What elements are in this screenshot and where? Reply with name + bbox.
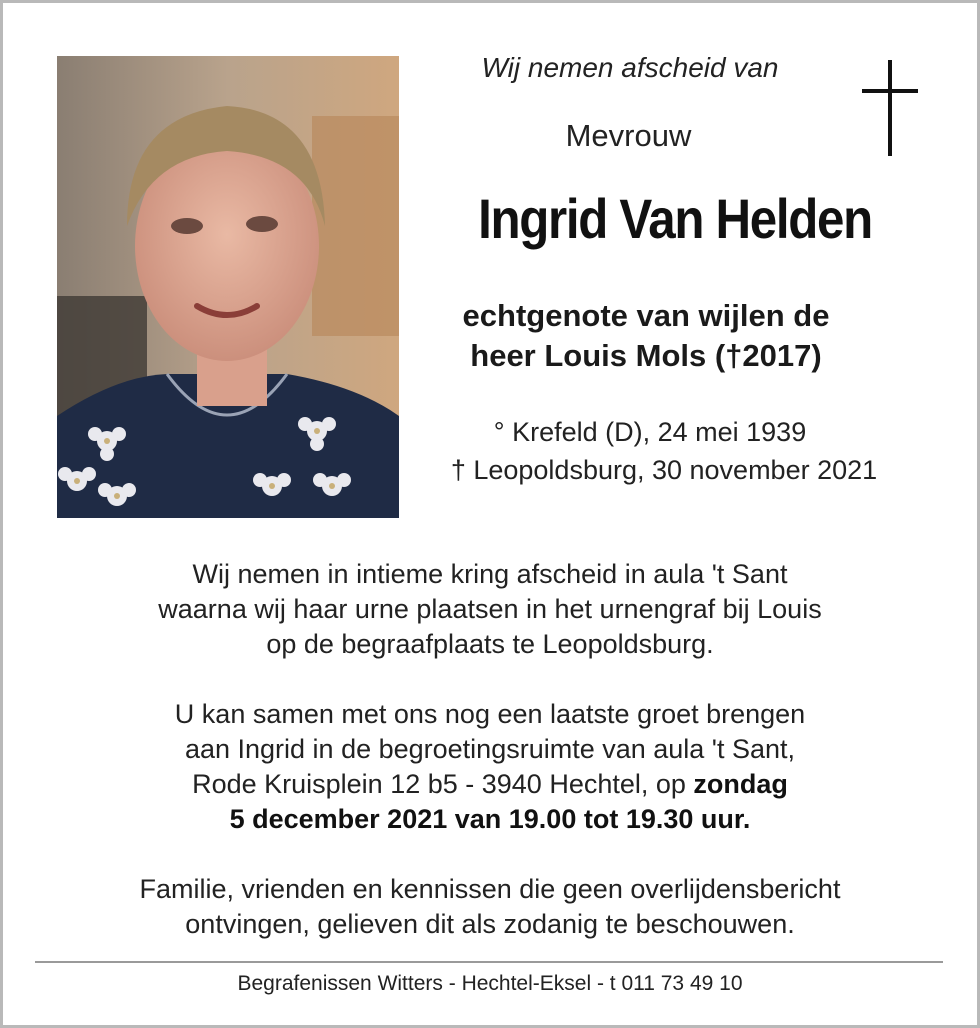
- ceremony-line: Wij nemen in intieme kring afscheid in aula 't Sant: [192, 559, 788, 589]
- portrait-photo: [57, 56, 399, 518]
- salutation: Mevrouw: [565, 118, 692, 153]
- visitation-line: [40, 767, 940, 802]
- visitation-time: 5 december 2021 van 19.00 tot 19.30 uur.: [229, 804, 751, 834]
- ceremony-line: waarna wij haar urne plaatsen in het urnengraf bij Louis: [158, 594, 822, 624]
- divider: [35, 961, 943, 963]
- spouse-line-2: heer Louis Mols (†2017): [470, 338, 822, 373]
- visitation-day: zondag: [693, 769, 788, 799]
- ceremony-line: op de begraafplaats te Leopoldsburg.: [266, 629, 714, 659]
- notice-paragraph: [40, 872, 940, 942]
- birth-date: ° Krefeld (D), 24 mei 1939: [493, 417, 807, 447]
- visitation-line: aan Ingrid in de begroetingsruimte van aula 't Sant,: [184, 734, 796, 764]
- visitation-line: [40, 802, 940, 837]
- notice-line: Familie, vrienden en kennissen die geen overlijdensbericht: [139, 874, 841, 904]
- visitation-line: U kan samen met ons nog een laatste groet brengen: [174, 699, 806, 729]
- spouse-line-1: echtgenote van wijlen de: [462, 298, 830, 333]
- intro-text: Wij nemen afscheid van: [481, 52, 779, 83]
- address-text: Rode Kruisplein 12 b5 - 3940 Hechtel, op: [192, 769, 694, 799]
- notice-line: ontvingen, gelieven dit als zodanig te beschouwen.: [185, 909, 795, 939]
- life-dates: [410, 413, 930, 489]
- visitation-paragraph: [40, 697, 940, 837]
- death-date: † Leopoldsburg, 30 november 2021: [450, 455, 878, 485]
- spouse-info: [420, 296, 920, 376]
- deceased-name: Ingrid Van Helden: [478, 187, 872, 250]
- funeral-home-footer: Begrafenissen Witters - Hechtel-Eksel - t 011 73 49 10: [237, 972, 743, 995]
- ceremony-paragraph: [40, 557, 940, 662]
